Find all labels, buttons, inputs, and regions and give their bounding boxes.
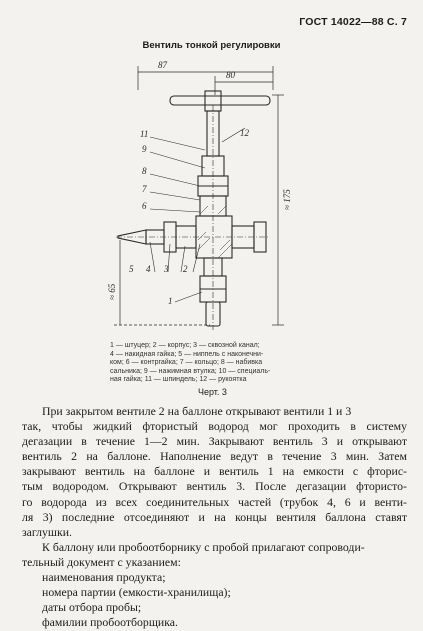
callout-2: 2 xyxy=(183,264,188,274)
caption-line: 4 — накидная гайка; 5 — ниппель с наконечни- xyxy=(110,350,264,358)
callout-6: 6 xyxy=(142,201,147,211)
text-line: так, чтобы жидкий фтористый водород мог проходить в систему xyxy=(22,419,407,434)
callout-4: 4 xyxy=(146,264,151,274)
text-line: дегазации в течение 1—2 мин. Закрывают вентиль 3 и открывают xyxy=(22,434,407,449)
caption-line: сальника; 9 — нажимная втулка; 10 — специаль- xyxy=(110,367,271,375)
callout-numbers xyxy=(129,128,250,306)
text-line: закрывают вентиль на баллоне и вентиль 1 на емкости с фторис- xyxy=(22,464,407,479)
callout-leaders xyxy=(150,128,245,302)
callout-7: 7 xyxy=(142,184,147,194)
text-line: ля 3) последние отсоединяют и на концы вентиля баллона ставят xyxy=(22,509,407,524)
text-line: фамилии пробоотборщика. xyxy=(42,615,178,630)
text-line: тельный документ с указанием: xyxy=(22,554,181,569)
dim-65: ≈ 65 xyxy=(107,283,117,300)
valve-handle xyxy=(170,91,270,111)
figure-caption xyxy=(110,342,360,385)
dim-175: ≈ 175 xyxy=(282,189,292,210)
dim-80: 80 xyxy=(226,70,235,80)
text-line: вентиль 2 на баллоне. Наполнение ведут в течение 3 мин. Затем xyxy=(22,449,407,464)
callout-8: 8 xyxy=(142,166,147,176)
figure-label: Черт. 3 xyxy=(198,387,227,397)
text-line: даты отбора пробы; xyxy=(42,600,142,615)
text-line: го водорода из всех соединительных частей (трубок 4, 6 и венти- xyxy=(22,494,407,509)
body-text xyxy=(22,404,407,630)
text-line: При закрытом вентиле 2 на баллоне открывают вентили 1 и 3 xyxy=(42,404,352,418)
callout-1: 1 xyxy=(168,296,173,306)
callout-9: 9 xyxy=(142,144,147,154)
text-line: тым водородом. Открывают вентиль 3. После дегазации фтористо- xyxy=(22,479,407,494)
caption-line: ком; 6 — контргайка; 7 — кольцо; 8 — набивка xyxy=(110,359,263,367)
caption-line: ная гайка; 11 — шпиндель; 12 — рукоятка xyxy=(110,376,247,384)
dim-87: 87 xyxy=(158,60,167,70)
caption-line: 1 — штуцер; 2 — корпус; 3 — сквозной канал; xyxy=(110,342,260,349)
text-line: заглушки. xyxy=(22,524,72,539)
figure-title: Вентиль тонкой регулировки xyxy=(142,40,281,51)
callout-5: 5 xyxy=(129,264,134,274)
page-header: ГОСТ 14022—88 С. 7 xyxy=(299,16,407,28)
text-line: наименования продукта; xyxy=(42,570,166,585)
callout-3: 3 xyxy=(164,264,169,274)
callout-11: 11 xyxy=(140,129,149,139)
text-line: номера партии (емкости-хранилища); xyxy=(42,585,231,600)
callout-12: 12 xyxy=(240,128,249,138)
text-line: К баллону или пробоотборнику с пробой прилагают сопроводи- xyxy=(42,539,365,554)
